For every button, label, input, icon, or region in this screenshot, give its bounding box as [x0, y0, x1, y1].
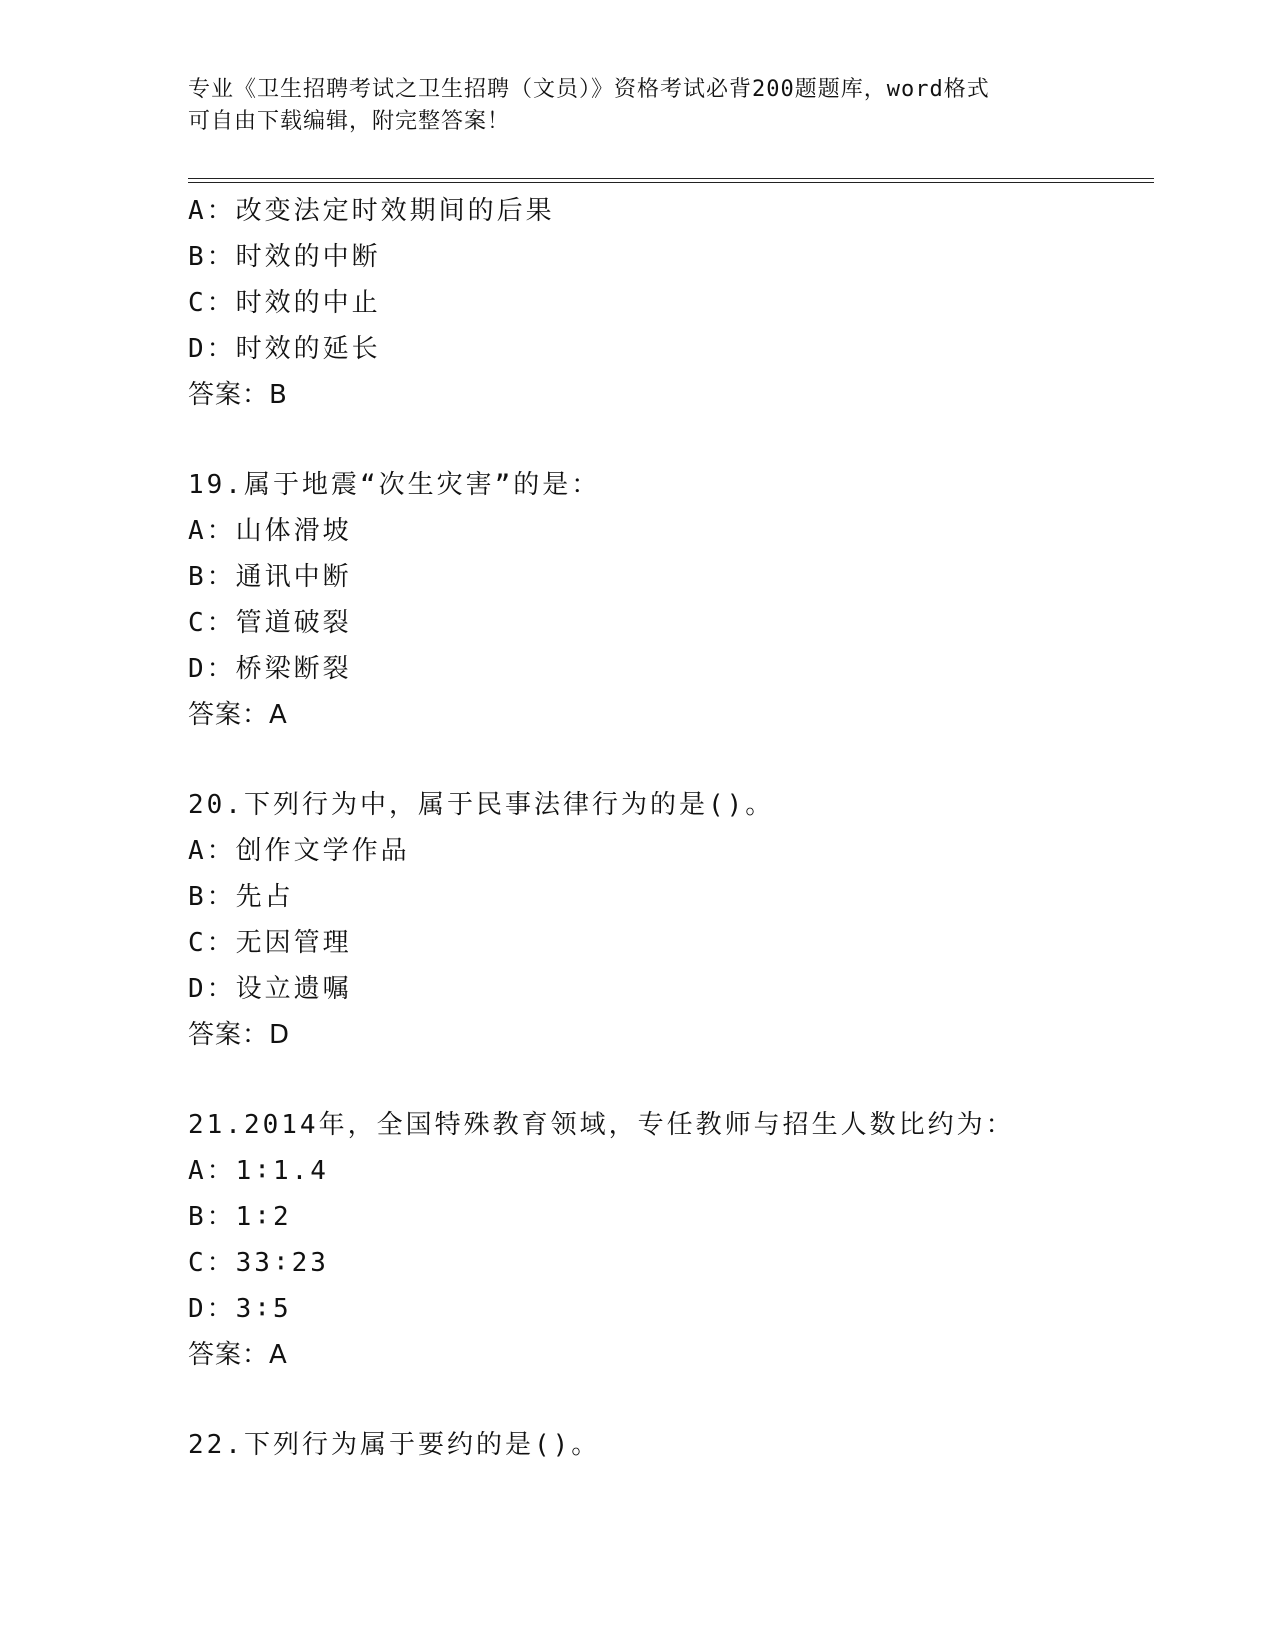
spacer [188, 418, 1148, 462]
document-header [188, 74, 1088, 138]
spacer [188, 1058, 1148, 1102]
question-text: 20.下列行为中，属于民事法律行为的是()。 [188, 790, 775, 820]
question-text: 19.属于地震“次生灾害”的是： [188, 470, 601, 500]
question-text: 22.下列行为属于要约的是()。 [188, 1430, 601, 1460]
option-d: D：桥梁断裂 [188, 654, 352, 684]
spacer [188, 1378, 1148, 1422]
question-18-block [188, 188, 1148, 418]
option-c: C：无因管理 [188, 928, 352, 958]
option-d: D：时效的延长 [188, 334, 381, 364]
question-22-block [188, 1422, 1148, 1468]
question-19-block [188, 462, 1148, 738]
option-b: B：通讯中断 [188, 562, 352, 592]
question-21-block [188, 1102, 1148, 1378]
option-a: A：1∶1.4 [188, 1156, 329, 1186]
spacer [188, 738, 1148, 782]
option-c: C：33∶23 [188, 1248, 329, 1278]
option-a: A：创作文学作品 [188, 836, 410, 866]
option-c: C：时效的中止 [188, 288, 381, 318]
question-20-block [188, 782, 1148, 1058]
header-double-rule [188, 178, 1154, 183]
option-a: A：山体滑坡 [188, 516, 352, 546]
option-d: D：3∶5 [188, 1294, 292, 1324]
option-b: B：1∶2 [188, 1202, 292, 1232]
answer-line: 答案：D [188, 1020, 291, 1050]
option-b: B：时效的中断 [188, 242, 381, 272]
answer-line: 答案：B [188, 380, 288, 410]
option-c: C：管道破裂 [188, 608, 352, 638]
header-title-line-2: 可自由下载编辑，附完整答案！ [188, 109, 511, 134]
header-title-line-1: 专业《卫生招聘考试之卫生招聘（文员）》资格考试必背200题题库，word格式 [188, 77, 990, 102]
question-text: 21.2014年，全国特殊教育领域，专任教师与招生人数比约为： [188, 1110, 1015, 1140]
option-d: D：设立遗嘱 [188, 974, 352, 1004]
answer-line: 答案：A [188, 700, 288, 730]
option-b: B：先占 [188, 882, 294, 912]
answer-line: 答案：A [188, 1340, 288, 1370]
option-a: A：改变法定时效期间的后果 [188, 196, 555, 226]
question-list [188, 188, 1148, 1468]
